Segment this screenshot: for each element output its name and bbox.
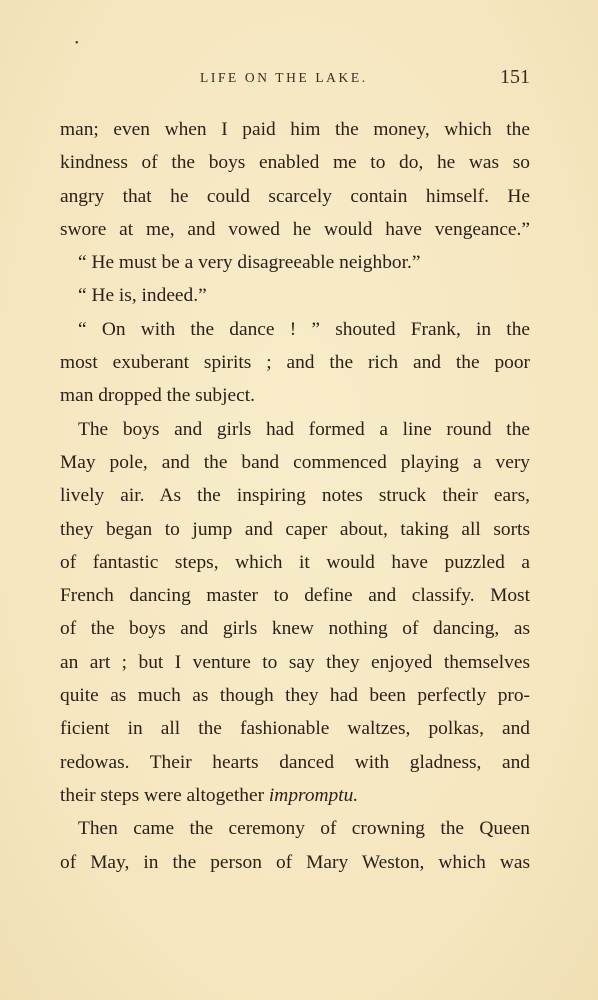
ink-speck: • bbox=[75, 38, 79, 49]
text-line: an art ; but I venture to say they enjoyed themselves bbox=[60, 651, 530, 673]
text-line: of the boys and girls knew nothing of dancing, as bbox=[60, 618, 530, 640]
text-line: most exuberant spirits ; and the rich and the poor bbox=[60, 352, 530, 374]
text-line: man; even when I paid him the money, which the bbox=[60, 119, 530, 140]
text-line: “ He must be a very disagreeable neighbor.” bbox=[78, 252, 421, 274]
text-line: Then came the ceremony of crowning the Queen bbox=[78, 818, 530, 840]
text-line: swore at me, and vowed he would have vengeance.” bbox=[60, 218, 530, 240]
text-line: May pole, and the band commenced playing a very bbox=[60, 451, 530, 473]
text-line: ficient in all the fashionable waltzes, polkas, and bbox=[60, 718, 530, 740]
text-line: lively air. As the inspiring notes struck their ears, bbox=[60, 485, 530, 507]
italic-word: impromptu. bbox=[268, 784, 359, 806]
text-line: of fantastic steps, which it would have puzzled a bbox=[60, 551, 530, 573]
text-line: of May, in the person of Mary Weston, which was bbox=[60, 851, 530, 873]
text-line: French dancing master to define and classify. Most bbox=[60, 585, 530, 607]
text-line: man dropped the subject. bbox=[60, 385, 255, 407]
text-run: their steps were altogether bbox=[60, 784, 265, 806]
text-line: angry that he could scarcely contain himself. He bbox=[60, 185, 530, 207]
running-title: LIFE ON THE LAKE. bbox=[200, 70, 368, 85]
text-line: quite as much as though they had been perfectly pro- bbox=[60, 685, 530, 707]
text-line: “ He is, indeed.” bbox=[78, 285, 207, 307]
page-number: 151 bbox=[500, 66, 530, 88]
text-line: redowas. Their hearts danced with gladness, and bbox=[60, 751, 530, 773]
text-line: they began to jump and caper about, taking all sorts bbox=[60, 518, 530, 540]
text-line bbox=[60, 779, 530, 812]
text-line: “ On with the dance ! ” shouted Frank, in the bbox=[78, 318, 530, 340]
running-head bbox=[60, 66, 530, 92]
text-line: kindness of the boys enabled me to do, he was so bbox=[60, 152, 530, 174]
text-line: The boys and girls had formed a line round the bbox=[78, 418, 530, 440]
body-text bbox=[60, 113, 530, 879]
